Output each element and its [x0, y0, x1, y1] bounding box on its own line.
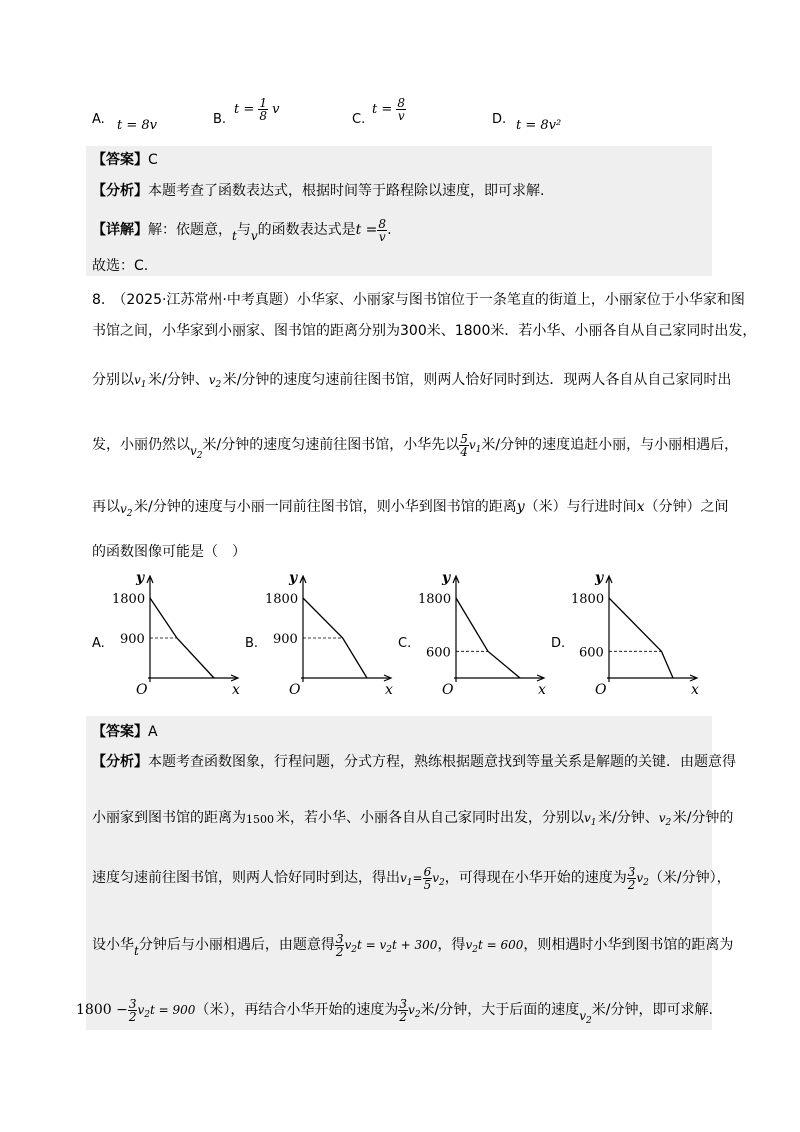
mid-value-label: 600 [426, 645, 451, 661]
top-value-label: 1800 [571, 592, 605, 607]
origin-label: O [442, 682, 454, 698]
origin-label: O [136, 682, 148, 698]
q8-line5: 再以 $v_2$ 米/分钟的速度与小丽一同前往图书馆，则小华到图书馆的距离y（米）与行进时间x（分钟）之间 [92, 499, 729, 519]
graph-letter: D. [551, 636, 566, 651]
mid-value-label: 600 [579, 645, 604, 661]
q8-line1: 8. （2025·江苏常州·中考真题）小华家、小丽家与图书馆位于一条笔直的街道上，小丽家位于小华家和图 [92, 292, 745, 308]
q7-conclusion: 故选：C. [92, 258, 149, 274]
q7-analysis: 【分析】本题考查了函数表达式，根据时间等于路程除以速度，即可求解. [92, 183, 545, 199]
graph-svg [245, 568, 395, 698]
q8-analysis-l3: 速度匀速前往图书馆，则两人恰好同时到达，得出$v_1=$ $\frac{6}{5}$ $v_2$，可得现在小华开始的速度为 $\frac{3}{2}$ $v_2$（米/分钟）， [92, 864, 731, 892]
q8-analysis-l1: 【分析】本题考查函数图象，行程问题，分式方程，熟练根据题意找到等量关系是解题的关键．由题意得 [92, 754, 736, 770]
graph-line [456, 598, 520, 678]
option-d-formula: t = 8v² [516, 118, 562, 133]
answer-block-q7 [86, 146, 712, 276]
graph-letter: C. [398, 636, 412, 651]
y-axis-label: y [289, 570, 298, 586]
graph-line [150, 598, 214, 678]
top-value-label: 1800 [265, 592, 299, 607]
graph-line [609, 598, 673, 678]
y-axis-label: y [595, 570, 604, 586]
option-a-label: A. [92, 112, 105, 127]
graph-svg [551, 568, 701, 698]
option-d-label: D. [492, 112, 507, 127]
q8-line2: 书馆之间，小华家到小丽家、图书馆的距离分别为300米、1800米．若小华、小丽各自从自己家同时出发， [92, 323, 757, 339]
y-axis-label: y [442, 570, 451, 586]
option-c-label: C. [352, 112, 366, 127]
q7-answer: 【答案】C [92, 152, 158, 168]
mid-value-label: 900 [120, 632, 145, 647]
q8-analysis-l4: 设小华t分钟后与小丽相遇后，由题意得 $\frac{3}{2}$ $v_2t = v_2t + 300$，得$v_2t = 600$，则相遇时小华到图书馆的距离为 [92, 931, 734, 959]
x-axis-label: x [232, 682, 240, 698]
x-axis-label: x [691, 682, 699, 698]
top-value-label: 1800 [112, 592, 146, 607]
q8-line6: 的函数图像可能是（ ） [92, 544, 246, 560]
y-axis-label: y [136, 570, 145, 586]
graph-svg [398, 568, 548, 698]
q8-line3: 分别以 $v_1$ 米/分钟、 $v_2$ 米/分钟的速度匀速前往图书馆，则两人恰好同时到达．现两人各自从自己家同时出 [92, 372, 732, 390]
option-b-formula: t = $\frac{1}{8}$ v [234, 96, 280, 123]
graph-letter: A. [92, 636, 105, 651]
q8-answer: 【答案】A [92, 724, 158, 740]
top-value-label: 1800 [418, 592, 452, 607]
q8-analysis-l2: 小丽家到图书馆的距离为 1500 米，若小华、小丽各自从自己家同时出发，分别以 $v_1$ 米/分钟、 $v_2$ 米/分钟的 [92, 810, 734, 828]
graph-svg [92, 568, 242, 698]
origin-label: O [595, 682, 607, 698]
origin-label: O [289, 682, 301, 698]
mid-value-label: 900 [273, 632, 298, 647]
q8-analysis-l5: 1800 − $\frac{3}{2}$ $v_2t = 900$（米），再结合小华开始的速度为 $\frac{3}{2}$ $v_2$米/分钟，大于后面的速度$v_2$米/分钟，即可求解. [76, 996, 713, 1026]
q8-line4: 发，小丽仍然以$v_2$米/分钟的速度匀速前往图书馆，小华先以 $\frac{5}{4}$ $v_1$米/分钟的速度追赶小丽，与小丽相遇后， [92, 431, 739, 461]
option-a-formula: t = 8v [117, 118, 157, 133]
option-c-formula: t = $\frac{8}{v}$ [372, 96, 406, 123]
x-axis-label: x [385, 682, 393, 698]
graph-letter: B. [245, 636, 259, 651]
x-axis-label: x [538, 682, 546, 698]
q7-detail: 【详解】解：依题意，t与v的函数表达式是t = $\frac{8}{v}$ . [92, 216, 392, 244]
option-b-label: B. [213, 112, 227, 127]
